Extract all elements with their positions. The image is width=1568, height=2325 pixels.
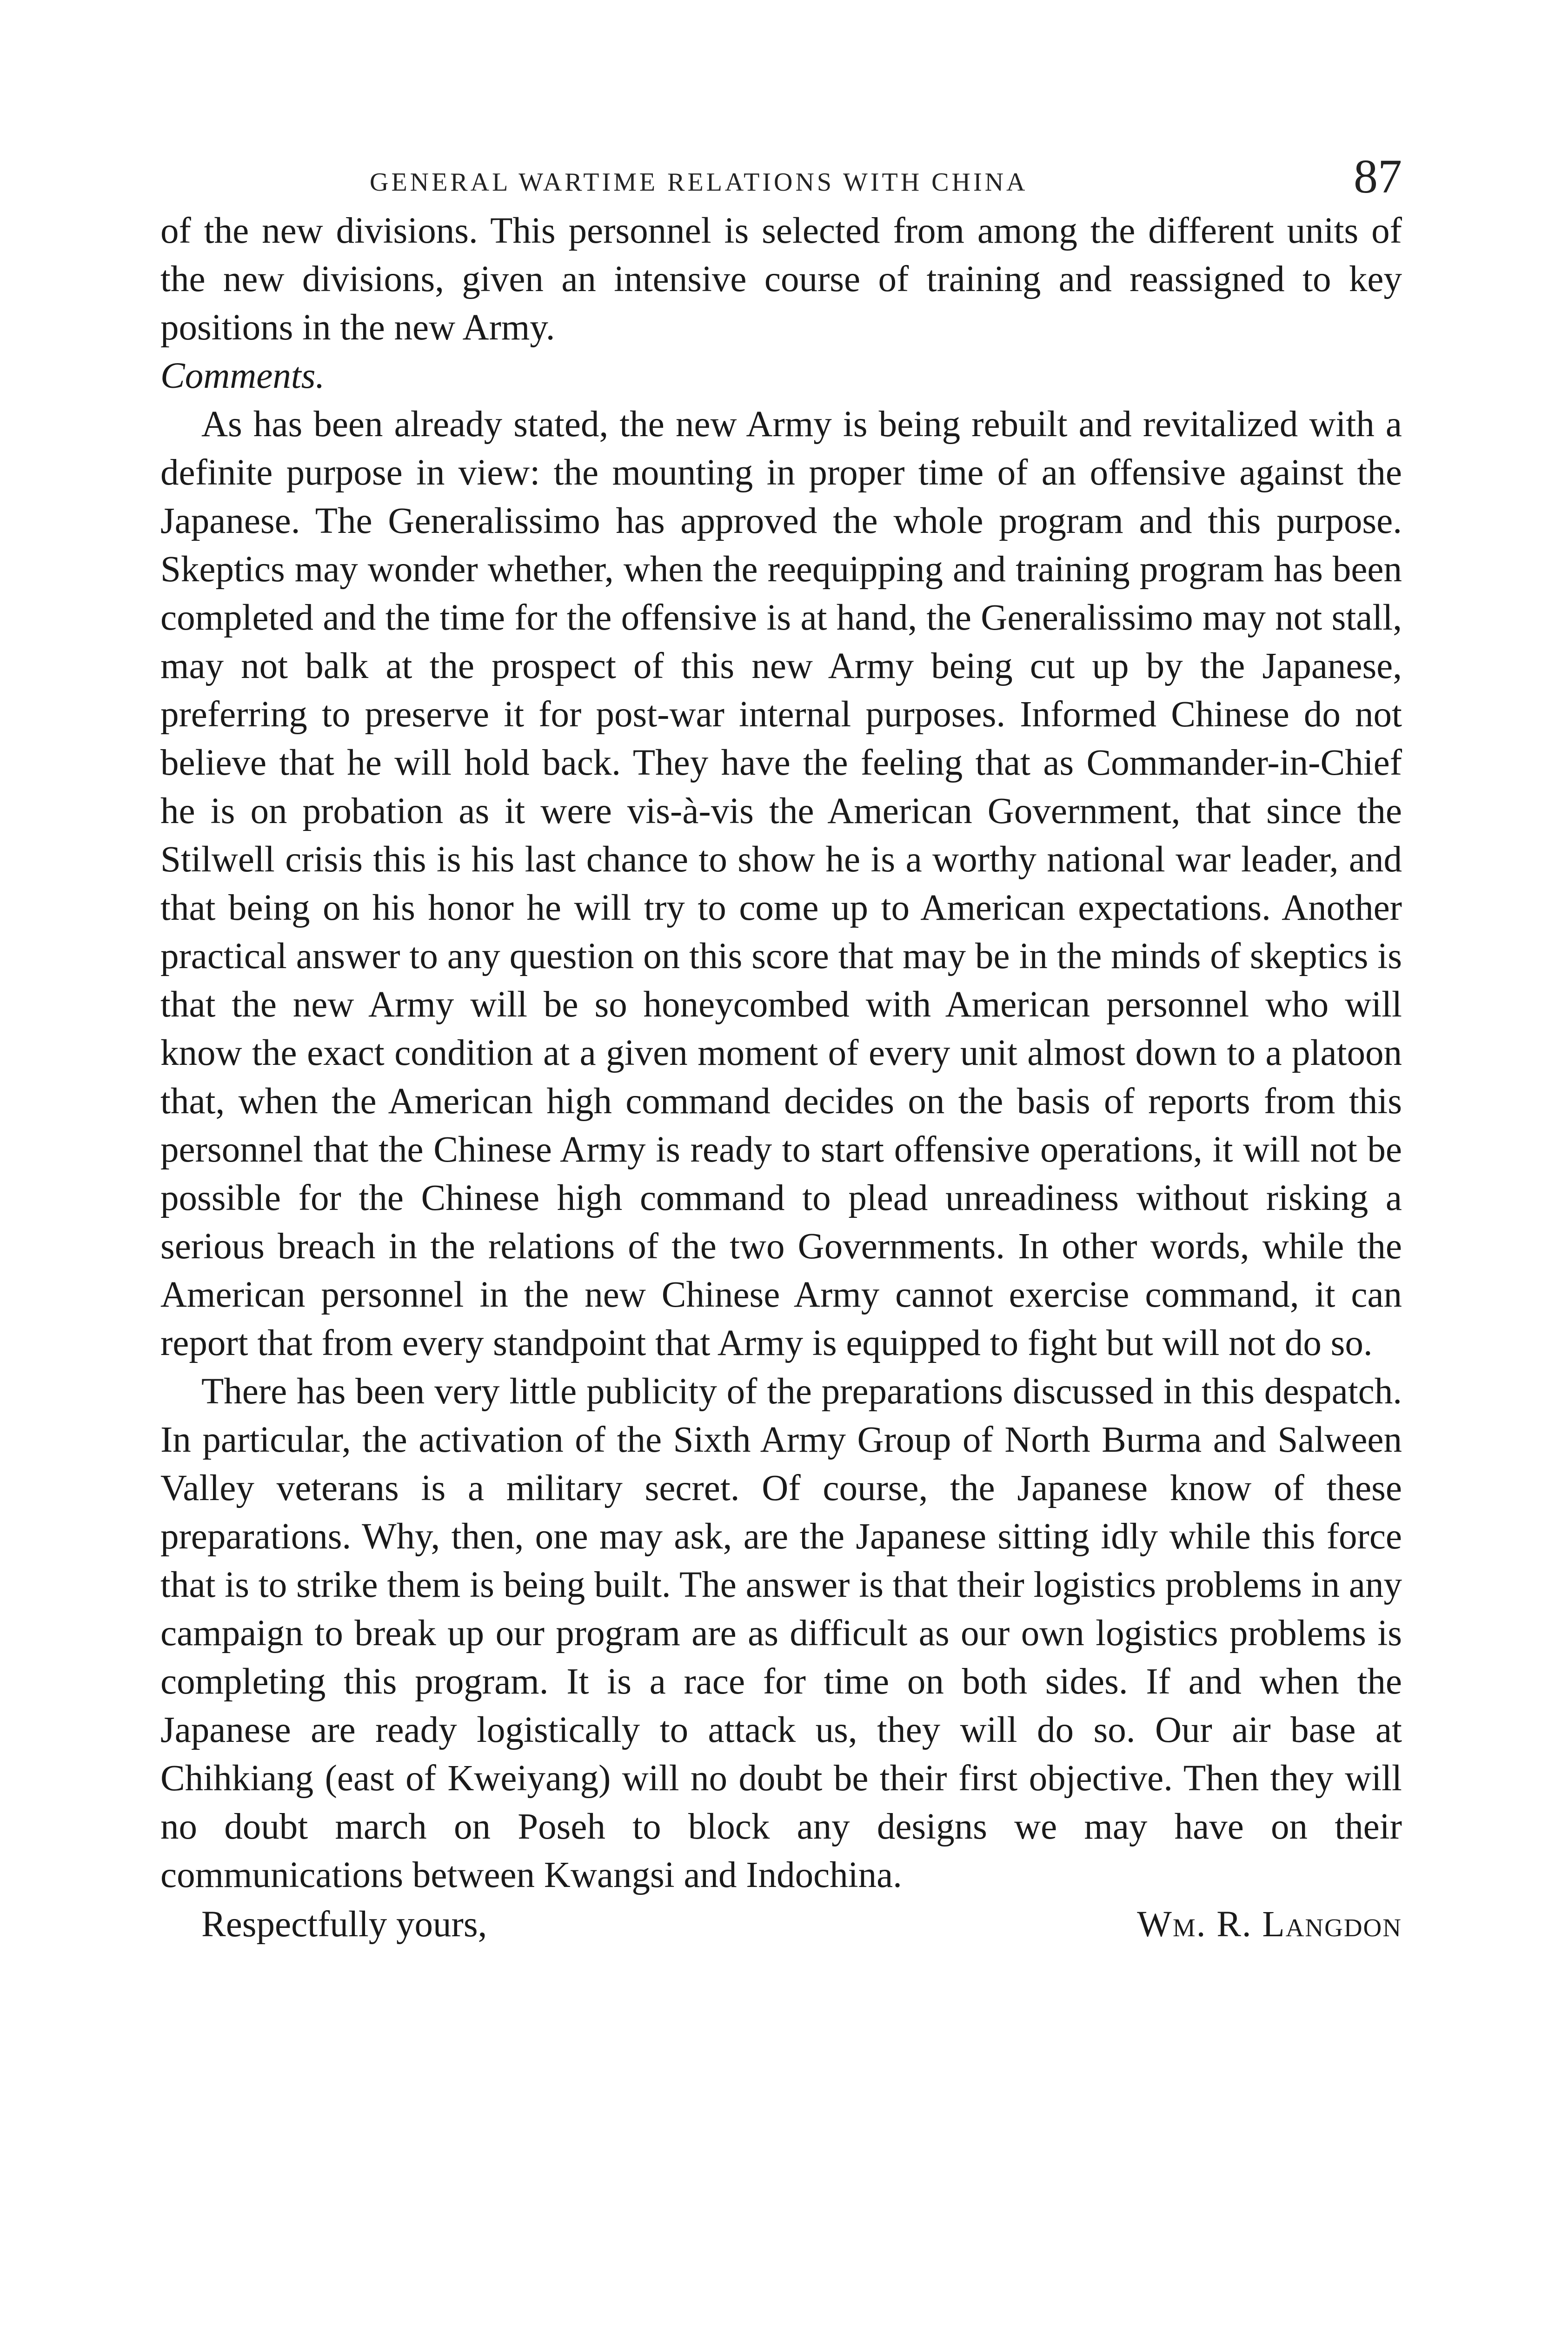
section-heading: Comments. bbox=[160, 356, 325, 396]
salutation: Respectfully yours, bbox=[201, 1904, 487, 1945]
closing-block bbox=[160, 1900, 1402, 1949]
signature: Wm. R. Langdon bbox=[1137, 1904, 1402, 1945]
page-number: 87 bbox=[1354, 150, 1402, 203]
running-head bbox=[160, 149, 1402, 205]
paragraph-publicity: There has been very little publicity of the preparations discussed in this despatch. In particular, the activation of the Sixth Army Group of North Burma and Salween Valley veterans is a military secret. Of course, the Japanese know of these preparations. Why, then, one may ask, are the Japanese sitting idly while this force that is to strike them is being built. The answer is that their logistics problems in any campaign to break up our program are as difficult as our own logistics problems is completing this program. It is a race for time on both sides. If and when the Japanese are ready logistically to attack us, they will do so. Our air base at Chihkiang (east of Kweiyang) will no doubt be their first objective. Then they will no doubt march on Poseh to block any designs we may have on their communications between Kwangsi and Indochina. bbox=[160, 1371, 1402, 1895]
document-page bbox=[160, 149, 1402, 1949]
paragraph-continuation: of the new divisions. This personnel is selected from among the different units of the new divisions, given an intensive course of training and reassigned to key positions in the new Army. bbox=[160, 211, 1402, 348]
paragraph-comments: As has been already stated, the new Army is being rebuilt and revitalized with a definite purpose in view: the mounting in proper time of an offensive against the Japanese. The Generalissimo has approved the whole program and this purpose. Skeptics may wonder whether, when the reequipping and training program has been completed and the time for the offensive is at hand, the Generalissimo may not stall, may not balk at the prospect of this new Army being cut up by the Japanese, preferring to preserve it for post-war internal purposes. Informed Chinese do not believe that he will hold back. They have the feeling that as Commander-in-Chief he is on probation as it were vis-à-vis the American Government, that since the Stilwell crisis this is his last chance to show he is a worthy national war leader, and that being on his honor he will try to come up to American expectations. Another practical answer to any question on this score that may be in the minds of skeptics is that the new Army will be so honeycombed with American personnel who will know the exact condition at a given moment of every unit almost down to a platoon that, when the American high command decides on the basis of reports from this personnel that the Chinese Army is ready to start offensive operations, it will not be possible for the Chinese high command to plead unreadiness without risking a serious breach in the relations of the two Governments. In other words, while the American personnel in the new Chinese Army cannot exercise command, it can report that from every standpoint that Army is equipped to fight but will not do so. bbox=[160, 404, 1402, 1363]
body-text bbox=[160, 207, 1402, 1900]
running-title: GENERAL WARTIME RELATIONS WITH CHINA bbox=[370, 168, 1028, 197]
